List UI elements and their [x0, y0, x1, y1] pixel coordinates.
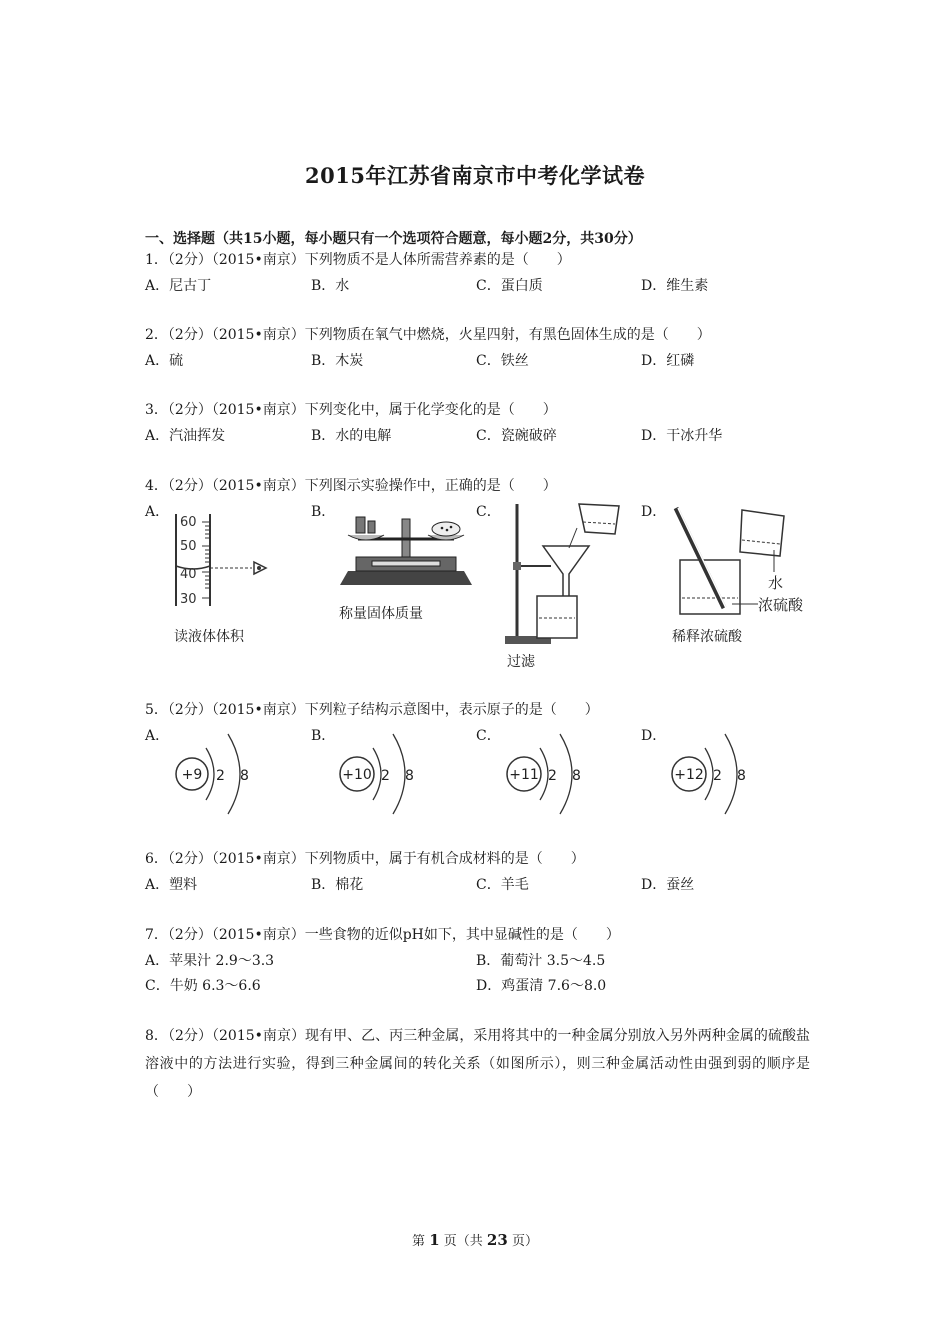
label-water: 水	[768, 574, 784, 592]
tick-label-60: 60	[180, 515, 197, 530]
question-7-stem: 7．（2分）（2015•南京）一些食物的近似pH如下，其中显碱性的是（ ）	[145, 927, 620, 943]
question-8-stem: 8．（2分）（2015•南京）现有甲、乙、丙三种金属，采用将其中的一种金属分别放入另外两种金属的硫酸盐溶液中的方法进行实验，得到三种金属间的转化关系（如图所示），则三种金属活动性由强到弱的顺序是（ ）	[145, 1028, 810, 1100]
caption-weigh-solid: 称量固体质量	[339, 606, 423, 622]
caption-dilute-acid: 稀释浓硫酸	[672, 629, 742, 645]
dilution-figure	[670, 500, 820, 620]
nucleus-charge-d: +12	[674, 767, 704, 783]
shell1-b: 2	[381, 768, 390, 784]
q2-option-a: A．硫	[145, 353, 184, 369]
label-conc-acid: 浓硫酸	[758, 596, 804, 614]
tick-label-40: 40	[180, 567, 197, 582]
lower-beaker	[680, 560, 740, 614]
shell2-d: 8	[737, 768, 746, 784]
q5-option-a: A．	[145, 728, 170, 744]
shell2-b: 8	[405, 768, 414, 784]
q4-option-b: B．	[311, 504, 336, 520]
nucleus-charge-c: +11	[509, 767, 539, 783]
q5-option-b: B．	[311, 728, 336, 744]
footer-prefix: 第	[412, 1234, 426, 1249]
q1-option-c: C．蛋白质	[476, 278, 543, 294]
section-heading: 一、选择题（共15小题，每小题只有一个选项符合题意，每小题2分，共30分）	[145, 231, 642, 247]
q3-option-d: D．干冰升华	[641, 428, 723, 444]
weight-1	[356, 517, 365, 533]
footer-total-pages: 23	[486, 1231, 508, 1249]
question-5-stem: 5．（2分）（2015•南京）下列粒子结构示意图中，表示原子的是（ ）	[145, 702, 599, 718]
footer-page-number: 1	[429, 1231, 440, 1249]
q4-option-a: A．	[145, 504, 170, 520]
question-1-stem: 1．（2分）（2015•南京）下列物质不是人体所需营养素的是（ ）	[145, 252, 571, 268]
q1-option-d: D．维生素	[641, 278, 709, 294]
q2-option-d: D．红磷	[641, 353, 695, 369]
atom-diagram-b	[333, 730, 433, 820]
q6-option-a: A．塑料	[145, 877, 198, 893]
footer-middle: 页（共	[443, 1234, 483, 1249]
q4-option-d: D．	[641, 504, 667, 520]
footer-suffix: 页）	[511, 1234, 538, 1249]
q5-option-d: D．	[641, 728, 667, 744]
page-footer	[0, 1230, 950, 1249]
q7-option-a: A．苹果汁 2.9～3.3	[145, 953, 275, 969]
shell1-c: 2	[548, 768, 557, 784]
upper-beaker	[740, 510, 784, 556]
q7-option-c: C．牛奶 6.3～6.6	[145, 978, 261, 994]
q5-option-c: C．	[476, 728, 501, 744]
q2-option-c: C．铁丝	[476, 353, 529, 369]
receiving-beaker	[537, 596, 577, 638]
shell1-a: 2	[216, 768, 225, 784]
shell2-a: 8	[240, 768, 249, 784]
q6-option-c: C．羊毛	[476, 877, 529, 893]
q6-option-d: D．蚕丝	[641, 877, 695, 893]
q1-option-b: B．水	[311, 278, 350, 294]
q3-option-a: A．汽油挥发	[145, 428, 226, 444]
graduated-cylinder-figure	[170, 510, 280, 610]
sample-on-paper	[432, 522, 460, 536]
q3-option-b: B．水的电解	[311, 428, 392, 444]
q2-option-b: B．木炭	[311, 353, 364, 369]
page-title: 2015年江苏省南京市中考化学试卷	[305, 163, 645, 188]
balance-base	[340, 571, 472, 585]
q6-option-b: B．棉花	[311, 877, 364, 893]
caption-filtration: 过滤	[507, 654, 535, 670]
q1-option-a: A．尼古丁	[145, 278, 212, 294]
pour-stream	[569, 528, 577, 548]
shell2-c: 8	[572, 768, 581, 784]
pouring-beaker	[579, 504, 619, 534]
nucleus-charge-b: +10	[342, 767, 372, 783]
question-2-stem: 2．（2分）（2015•南京）下列物质在氧气中燃烧，火星四射，有黑色固体生成的是（ ）	[145, 327, 711, 343]
q7-option-b: B．葡萄汁 3.5～4.5	[476, 953, 606, 969]
tick-label-50: 50	[180, 539, 197, 554]
shell1-d: 2	[713, 768, 722, 784]
atom-diagram-d	[665, 730, 765, 820]
q3-option-c: C．瓷碗破碎	[476, 428, 557, 444]
caption-read-volume: 读液体体积	[174, 629, 244, 645]
q7-option-d: D．鸡蛋清 7.6～8.0	[476, 978, 607, 994]
filtration-figure	[503, 500, 633, 648]
weight-2	[368, 521, 375, 533]
tick-label-30: 30	[180, 592, 197, 607]
balance-scale	[372, 561, 440, 566]
nucleus-charge-a: +9	[181, 767, 203, 783]
balance-figure	[336, 505, 476, 595]
atom-diagram-a	[168, 730, 268, 820]
atom-diagram-c	[500, 730, 600, 820]
question-4-stem: 4．（2分）（2015•南京）下列图示实验操作中，正确的是（ ）	[145, 478, 557, 494]
question-6-stem: 6．（2分）（2015•南京）下列物质中，属于有机合成材料的是（ ）	[145, 851, 585, 867]
q4-option-c: C．	[476, 504, 501, 520]
funnel	[543, 546, 589, 598]
question-3-stem: 3．（2分）（2015•南京）下列变化中，属于化学变化的是（ ）	[145, 402, 557, 418]
